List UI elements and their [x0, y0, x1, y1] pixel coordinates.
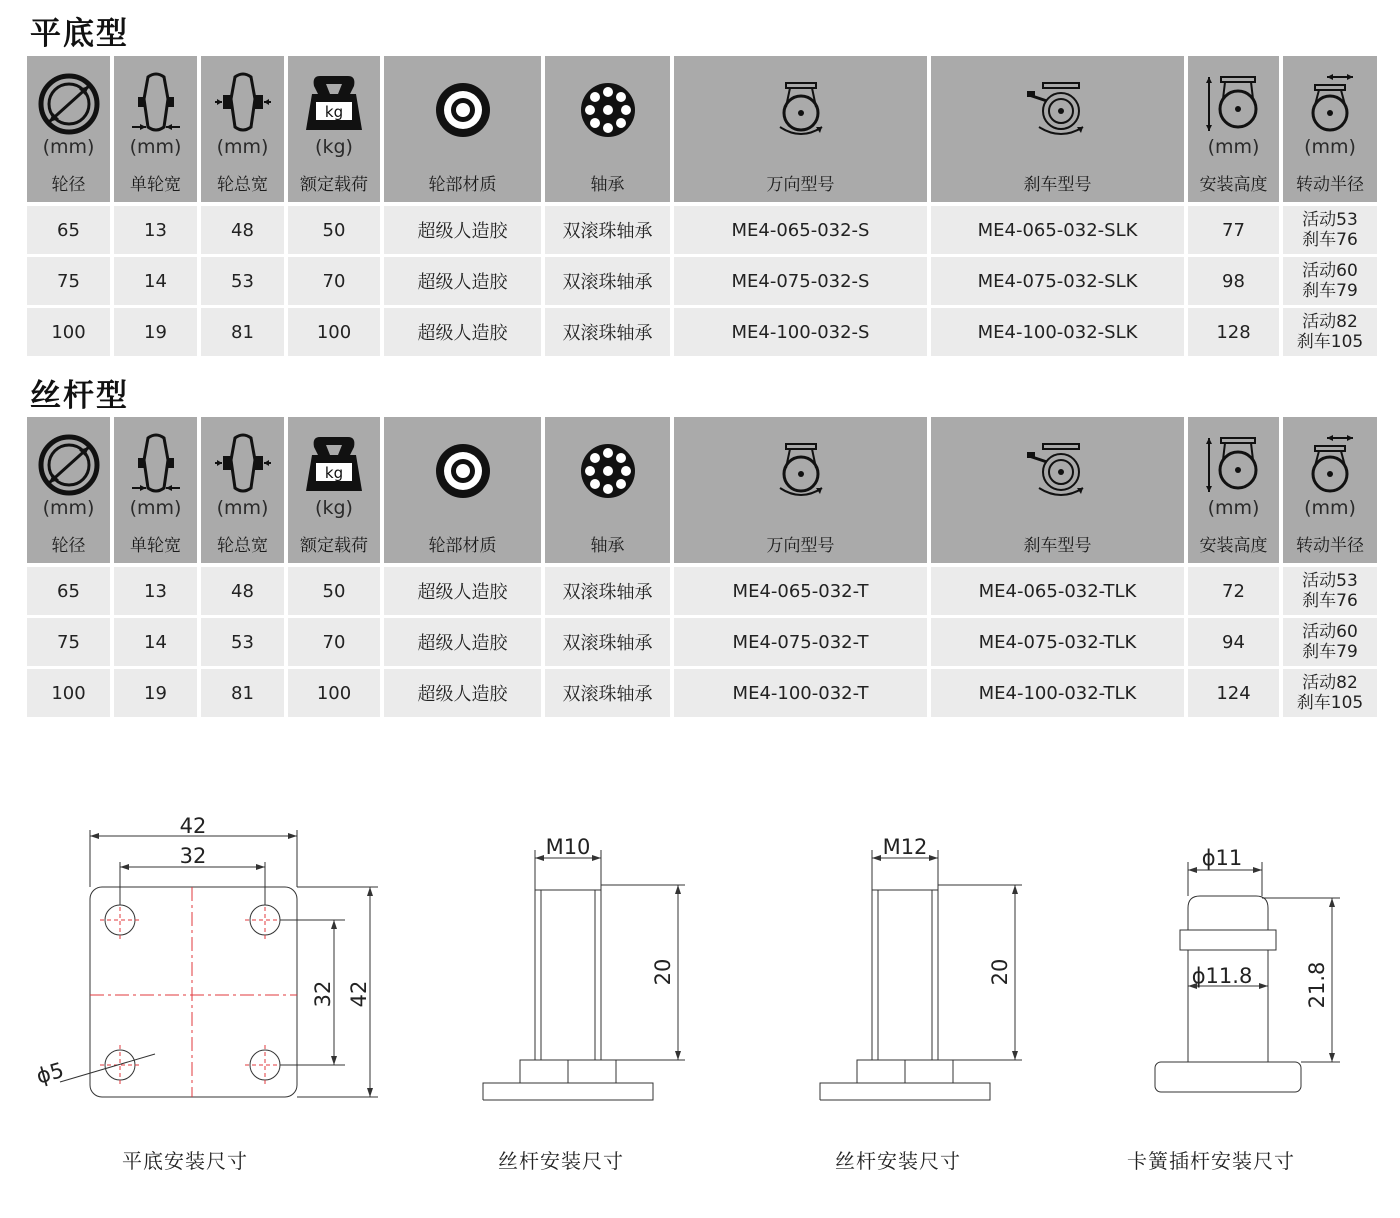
table-cell: 13	[114, 206, 197, 254]
table-cell: 65	[27, 567, 110, 615]
table-cell: 100	[288, 669, 380, 717]
cell-line: 刹车76	[1302, 230, 1358, 250]
table-cell: 超级人造胶	[384, 206, 541, 254]
caption-grip-ring: 卡簧插杆安装尺寸	[1127, 1149, 1295, 1173]
table-cell: ME4-100-032-S	[674, 308, 927, 356]
header-label: 轴承	[590, 536, 625, 556]
table-row	[27, 567, 1377, 615]
table-row	[27, 669, 1377, 717]
table-row	[27, 257, 1377, 305]
cell-line: 刹车79	[1302, 281, 1358, 301]
header-unit: (mm)	[1207, 136, 1260, 158]
header-unit: (mm)	[216, 497, 269, 519]
dim-length-m12: 20	[988, 958, 1012, 986]
table-cell: 48	[201, 206, 284, 254]
table-cell: ME4-100-032-T	[674, 669, 927, 717]
brake-caster-icon	[931, 431, 1184, 511]
swivel-caster-icon	[674, 70, 927, 150]
header-label: 转动半径	[1296, 536, 1364, 556]
cell-line: 刹车105	[1296, 332, 1364, 352]
header-label: 轴承	[590, 175, 625, 195]
wheel-diameter-icon	[27, 64, 110, 144]
table-cell: 100	[27, 669, 110, 717]
header-cell	[27, 417, 110, 563]
table-cell: ME4-075-032-T	[674, 618, 927, 666]
header-cell	[384, 417, 541, 563]
wheel-material-icon	[384, 431, 541, 511]
table-cell: 超级人造胶	[384, 308, 541, 356]
mounting-drawings	[0, 790, 1400, 1214]
dim-hole-spacing-x: 32	[179, 844, 207, 868]
table-cell	[1283, 206, 1377, 254]
table-cell: ME4-065-032-T	[674, 567, 927, 615]
section-title: 平底型	[30, 16, 129, 52]
cell-line: 刹车76	[1302, 591, 1358, 611]
header-cell	[931, 417, 1184, 563]
header-unit: (kg)	[315, 136, 353, 158]
header-label: 轮部材质	[428, 536, 497, 556]
header-cell	[545, 417, 670, 563]
table-cell: 14	[114, 257, 197, 305]
table-cell: 100	[27, 308, 110, 356]
table-cell: 53	[201, 618, 284, 666]
header-cell	[931, 56, 1184, 202]
table-cell: 双滚珠轴承	[545, 669, 670, 717]
header-cell	[674, 417, 927, 563]
cell-line: 活动82	[1302, 312, 1358, 332]
mount-height-icon	[1188, 425, 1279, 505]
header-cell	[114, 56, 197, 202]
single-wheel-width-icon	[114, 64, 197, 144]
table-cell: 98	[1188, 257, 1279, 305]
header-unit: (mm)	[129, 136, 182, 158]
dim-outer-width: 42	[179, 814, 207, 838]
header-cell	[1283, 417, 1377, 563]
table-cell: ME4-065-032-SLK	[931, 206, 1184, 254]
kg-weight-icon	[288, 425, 380, 505]
kg-weight-icon	[288, 64, 380, 144]
header-label: 轮部材质	[428, 175, 497, 195]
table-cell: 双滚珠轴承	[545, 308, 670, 356]
table-cell: 双滚珠轴承	[545, 567, 670, 615]
header-unit: (mm)	[1207, 497, 1260, 519]
dim-ring-diameter: ϕ11.8	[1191, 964, 1253, 988]
table-cell: 双滚珠轴承	[545, 618, 670, 666]
header-label: 单轮宽	[130, 175, 181, 195]
table-cell: 81	[201, 669, 284, 717]
caption-stem-m12: 丝杆安装尺寸	[835, 1149, 961, 1173]
table-cell	[1283, 308, 1377, 356]
header-unit: (mm)	[129, 497, 182, 519]
table-cell: ME4-075-032-TLK	[931, 618, 1184, 666]
header-cell	[288, 417, 380, 563]
table-cell: 70	[288, 618, 380, 666]
header-cell	[114, 417, 197, 563]
total-wheel-width-icon	[201, 64, 284, 144]
svg-text:kg: kg	[324, 103, 344, 121]
dim-length-m10: 20	[651, 958, 675, 986]
header-label: 万向型号	[766, 536, 835, 556]
header-cell	[27, 56, 110, 202]
table-cell	[1283, 618, 1377, 666]
table-cell: 94	[1188, 618, 1279, 666]
header-label: 刹车型号	[1023, 175, 1092, 195]
bearing-icon	[545, 431, 670, 511]
table-row	[27, 308, 1377, 356]
table-cell: 72	[1188, 567, 1279, 615]
table-cell: 100	[288, 308, 380, 356]
table-header	[27, 417, 1377, 563]
svg-text:kg: kg	[324, 464, 344, 482]
cell-line: 活动53	[1302, 571, 1358, 591]
dim-thread-m10: M10	[545, 835, 591, 859]
header-label: 安装高度	[1199, 536, 1268, 556]
table-row	[27, 206, 1377, 254]
brake-caster-icon	[931, 70, 1184, 150]
header-unit: (mm)	[1304, 497, 1356, 519]
header-cell	[201, 56, 284, 202]
table-cell: 70	[288, 257, 380, 305]
header-cell	[674, 56, 927, 202]
wheel-diameter-icon	[27, 425, 110, 505]
dim-outer-height: 42	[347, 980, 371, 1008]
table-cell: 48	[201, 567, 284, 615]
table-cell: 19	[114, 669, 197, 717]
header-label: 单轮宽	[130, 536, 181, 556]
table-cell: ME4-075-032-S	[674, 257, 927, 305]
mount-height-icon	[1188, 64, 1279, 144]
header-unit: (mm)	[42, 136, 95, 158]
header-cell	[1188, 417, 1279, 563]
table-cell: ME4-100-032-SLK	[931, 308, 1184, 356]
cell-line: 活动53	[1302, 210, 1358, 230]
caption-stem-m10: 丝杆安装尺寸	[498, 1149, 624, 1173]
table-row	[27, 618, 1377, 666]
table-cell: 124	[1188, 669, 1279, 717]
section-title: 丝杆型	[30, 378, 129, 414]
table-cell: 53	[201, 257, 284, 305]
header-label: 转动半径	[1296, 175, 1364, 195]
table-cell: ME4-065-032-S	[674, 206, 927, 254]
table-cell	[1283, 257, 1377, 305]
swivel-caster-icon	[674, 431, 927, 511]
swivel-radius-icon	[1283, 64, 1377, 144]
cell-line: 刹车79	[1302, 642, 1358, 662]
header-unit: (mm)	[216, 136, 269, 158]
caption-plate: 平底安装尺寸	[122, 1149, 248, 1173]
table-cell: 75	[27, 257, 110, 305]
header-cell	[201, 417, 284, 563]
header-label: 轮总宽	[217, 175, 268, 195]
table-cell: 75	[27, 618, 110, 666]
table-cell: 超级人造胶	[384, 257, 541, 305]
table-cell: 50	[288, 206, 380, 254]
dim-hole-diameter: ϕ5	[33, 1057, 67, 1089]
table-cell: 超级人造胶	[384, 669, 541, 717]
table-cell: 超级人造胶	[384, 567, 541, 615]
table-cell: 50	[288, 567, 380, 615]
bearing-icon	[545, 70, 670, 150]
header-label: 刹车型号	[1023, 536, 1092, 556]
header-label: 万向型号	[766, 175, 835, 195]
table-cell: 双滚珠轴承	[545, 206, 670, 254]
cell-line: 活动60	[1302, 622, 1358, 642]
table-cell: 77	[1188, 206, 1279, 254]
plate-drawing	[60, 830, 378, 1097]
table-cell: 19	[114, 308, 197, 356]
header-unit: (mm)	[1304, 136, 1356, 158]
table-cell: 81	[201, 308, 284, 356]
header-label: 轮径	[51, 175, 86, 195]
dim-hole-spacing-y: 32	[311, 980, 335, 1008]
table-cell: ME4-100-032-TLK	[931, 669, 1184, 717]
single-wheel-width-icon	[114, 425, 197, 505]
dim-grip-length: 21.8	[1305, 961, 1329, 1009]
table-cell: ME4-065-032-TLK	[931, 567, 1184, 615]
table-cell: 14	[114, 618, 197, 666]
header-cell	[1283, 56, 1377, 202]
cell-line: 活动82	[1302, 673, 1358, 693]
header-cell	[1188, 56, 1279, 202]
table-cell: 双滚珠轴承	[545, 257, 670, 305]
table-header	[27, 56, 1377, 202]
table-cell: 超级人造胶	[384, 618, 541, 666]
table-cell: 65	[27, 206, 110, 254]
header-label: 安装高度	[1199, 175, 1268, 195]
wheel-material-icon	[384, 70, 541, 150]
table-cell: 128	[1188, 308, 1279, 356]
swivel-radius-icon	[1283, 425, 1377, 505]
header-cell	[545, 56, 670, 202]
table-cell	[1283, 669, 1377, 717]
table-cell	[1283, 567, 1377, 615]
cell-line: 刹车105	[1296, 693, 1364, 713]
header-cell	[288, 56, 380, 202]
table-cell: 13	[114, 567, 197, 615]
header-label: 额定载荷	[300, 536, 368, 556]
dim-top-diameter: ϕ11	[1201, 846, 1243, 870]
header-cell	[384, 56, 541, 202]
header-label: 轮总宽	[217, 536, 268, 556]
header-label: 额定载荷	[300, 175, 368, 195]
dim-thread-m12: M12	[882, 835, 928, 859]
header-label: 轮径	[51, 536, 86, 556]
table-cell: ME4-075-032-SLK	[931, 257, 1184, 305]
header-unit: (kg)	[315, 497, 353, 519]
header-unit: (mm)	[42, 497, 95, 519]
total-wheel-width-icon	[201, 425, 284, 505]
cell-line: 活动60	[1302, 261, 1358, 281]
